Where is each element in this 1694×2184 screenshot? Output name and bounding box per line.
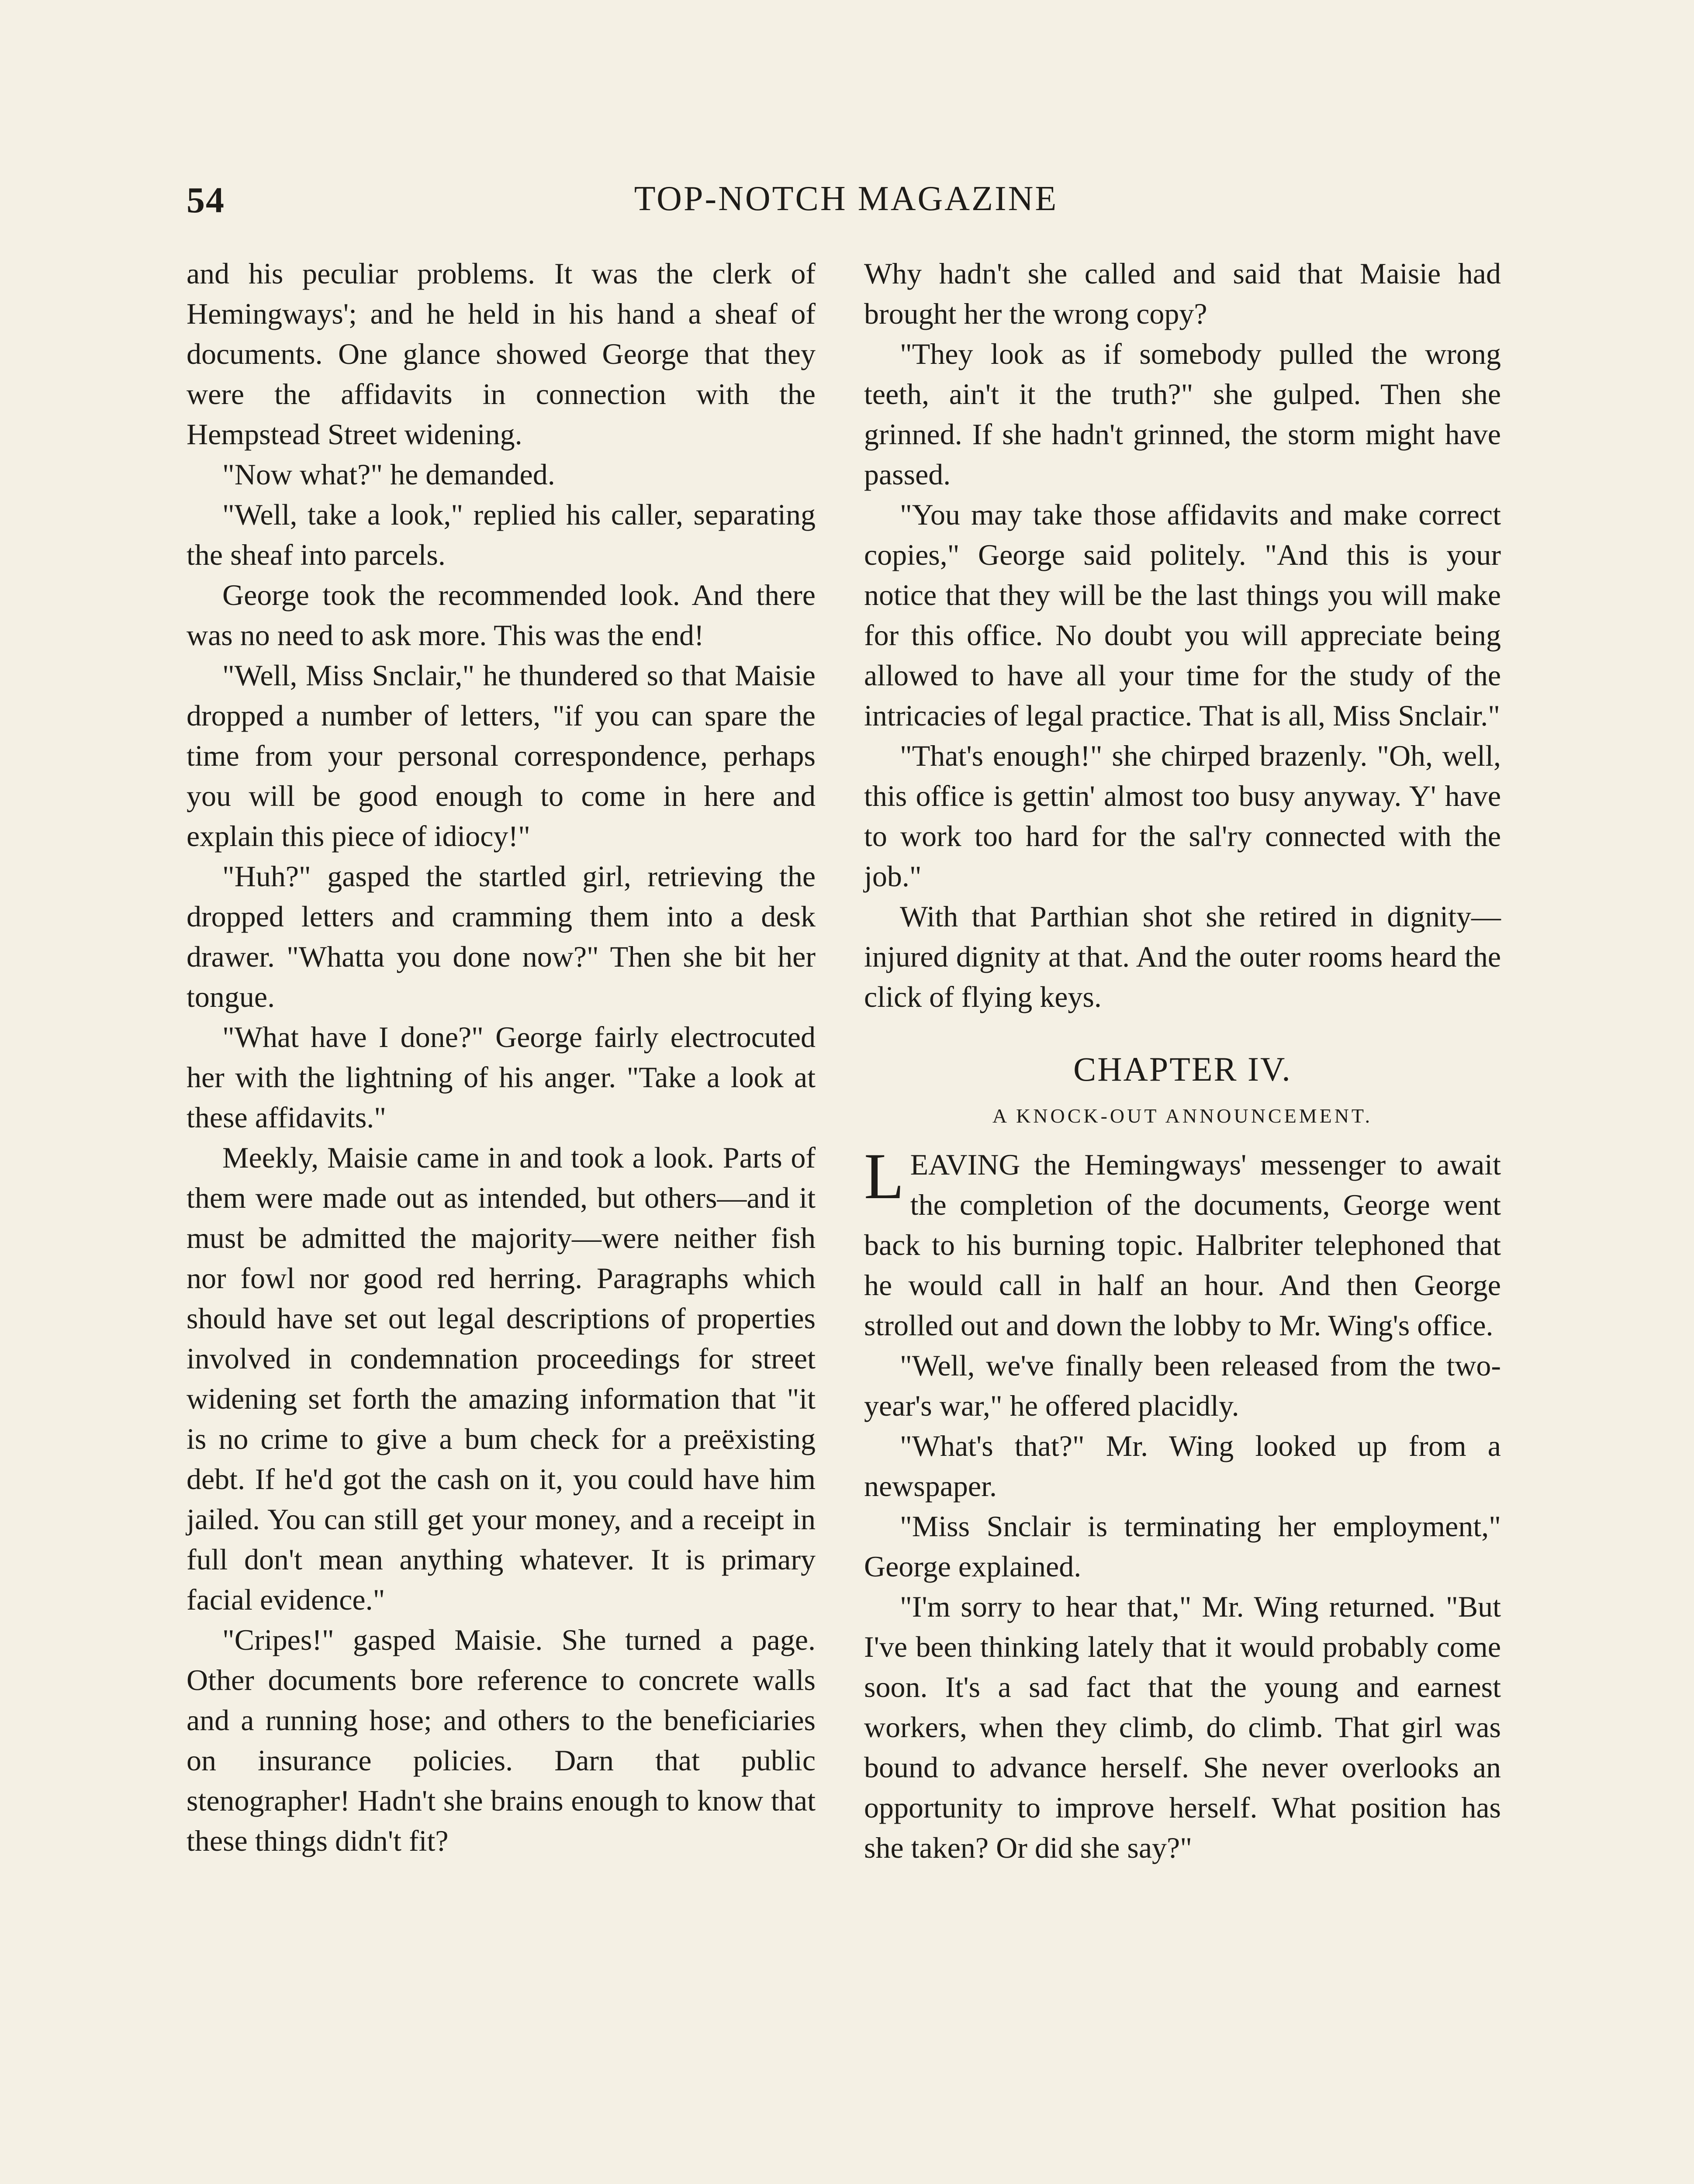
chapter-subtitle: A KNOCK-OUT ANNOUNCEMENT. <box>992 1105 1373 1127</box>
paragraph: Why hadn't she called and said that Maisie had brought her the wrong copy? <box>864 257 1501 330</box>
paragraph: "Well, Miss Snclair," he thundered so that Maisie dropped a number of letters, "if you can spare the time from your personal correspondence, perhaps you will be good enough to come in here and explain this piece of idiocy!" <box>187 659 816 853</box>
paragraph: "Miss Snclair is terminating her employment," George explained. <box>864 1510 1501 1583</box>
chapter-title: CHAPTER IV. <box>1073 1050 1292 1088</box>
paragraph: "Huh?" gasped the startled girl, retrieving the dropped letters and cramming them into a desk drawer. "Whatta you done now?" Then she bit her tongue. <box>187 860 816 1013</box>
page-header <box>187 179 1506 232</box>
drop-cap: L <box>864 1140 904 1213</box>
paragraph: "You may take those affidavits and make correct copies," George said politely. "And this is your notice that they will be the last things you will make for this office. No doubt you will appreciate being allowed to have all your time for the study of the intricacies of legal practice. That is all, Miss Snclair." <box>864 498 1501 732</box>
paragraph: "What's that?" Mr. Wing looked up from a newspaper. <box>864 1429 1501 1503</box>
paragraph: "They look as if somebody pulled the wrong teeth, ain't it the truth?" she gulped. Then she grinned. If she hadn't grinned, the storm might have passed. <box>864 337 1501 491</box>
left-column <box>187 253 816 1861</box>
paragraph: "Well, take a look," replied his caller, separating the sheaf into parcels. <box>187 498 816 571</box>
paragraph: and his peculiar problems. It was the clerk of Hemingways'; and he held in his hand a sheaf of documents. One glance showed George that they were the affidavits in connection with the Hempstead Street widening. <box>187 257 816 451</box>
paragraph: "Well, we've finally been released from the two-year's war," he offered placidly. <box>864 1349 1501 1422</box>
paragraph: "Now what?" he demanded. <box>222 458 555 491</box>
paragraph: EAVING the Hemingways' messenger to await the completion of the documents, George went back to his burning topic. Halbriter telephoned that he would call in half an hour. And then George strolled out and down the lobby to Mr. Wing's office. <box>864 1148 1501 1342</box>
page-number: 54 <box>187 180 225 221</box>
paragraph: George took the recommended look. And there was no need to ask more. This was the end! <box>187 578 816 652</box>
running-head: TOP-NOTCH MAGAZINE <box>634 180 1058 218</box>
paragraph: "I'm sorry to hear that," Mr. Wing returned. "But I've been thinking lately that it would probably come soon. It's a sad fact that the young and earnest workers, when they climb, do climb. That girl was bound to advance herself. She never overlooks an opportunity to improve herself. What position has she taken? Or did she say?" <box>864 1590 1501 1864</box>
right-column <box>864 253 1501 1868</box>
paragraph: "That's enough!" she chirped brazenly. "Oh, well, this office is gettin' almost too busy anyway. Y' have to work too hard for the sal'ry connected with the job." <box>864 739 1501 893</box>
chapter-opening <box>864 1140 1501 1345</box>
paragraph: With that Parthian shot she retired in dignity—injured dignity at that. And the outer rooms heard the click of flying keys. <box>864 900 1501 1013</box>
paragraph: "What have I done?" George fairly electrocuted her with the lightning of his anger. "Take a look at these affidavits." <box>187 1020 816 1134</box>
paragraph: "Cripes!" gasped Maisie. She turned a page. Other documents bore reference to concrete walls and a running hose; and others to the beneficiaries on insurance policies. Darn that public stenographer! Hadn't she brains enough to know that these things didn't fit? <box>187 1623 816 1857</box>
paragraph: Meekly, Maisie came in and took a look. Parts of them were made out as intended, but others—and it must be admitted the majority—were neither fish nor fowl nor good red herring. Paragraphs which should have set out legal descriptions of properties involved in condemnation proceedings for street widening set forth the amazing information that "it is no crime to give a bum check for a preëxisting debt. If he'd got the cash on it, you could have him jailed. You can still get your money, and a receipt in full don't mean anything whatever. It is primary facial evidence." <box>187 1141 816 1616</box>
